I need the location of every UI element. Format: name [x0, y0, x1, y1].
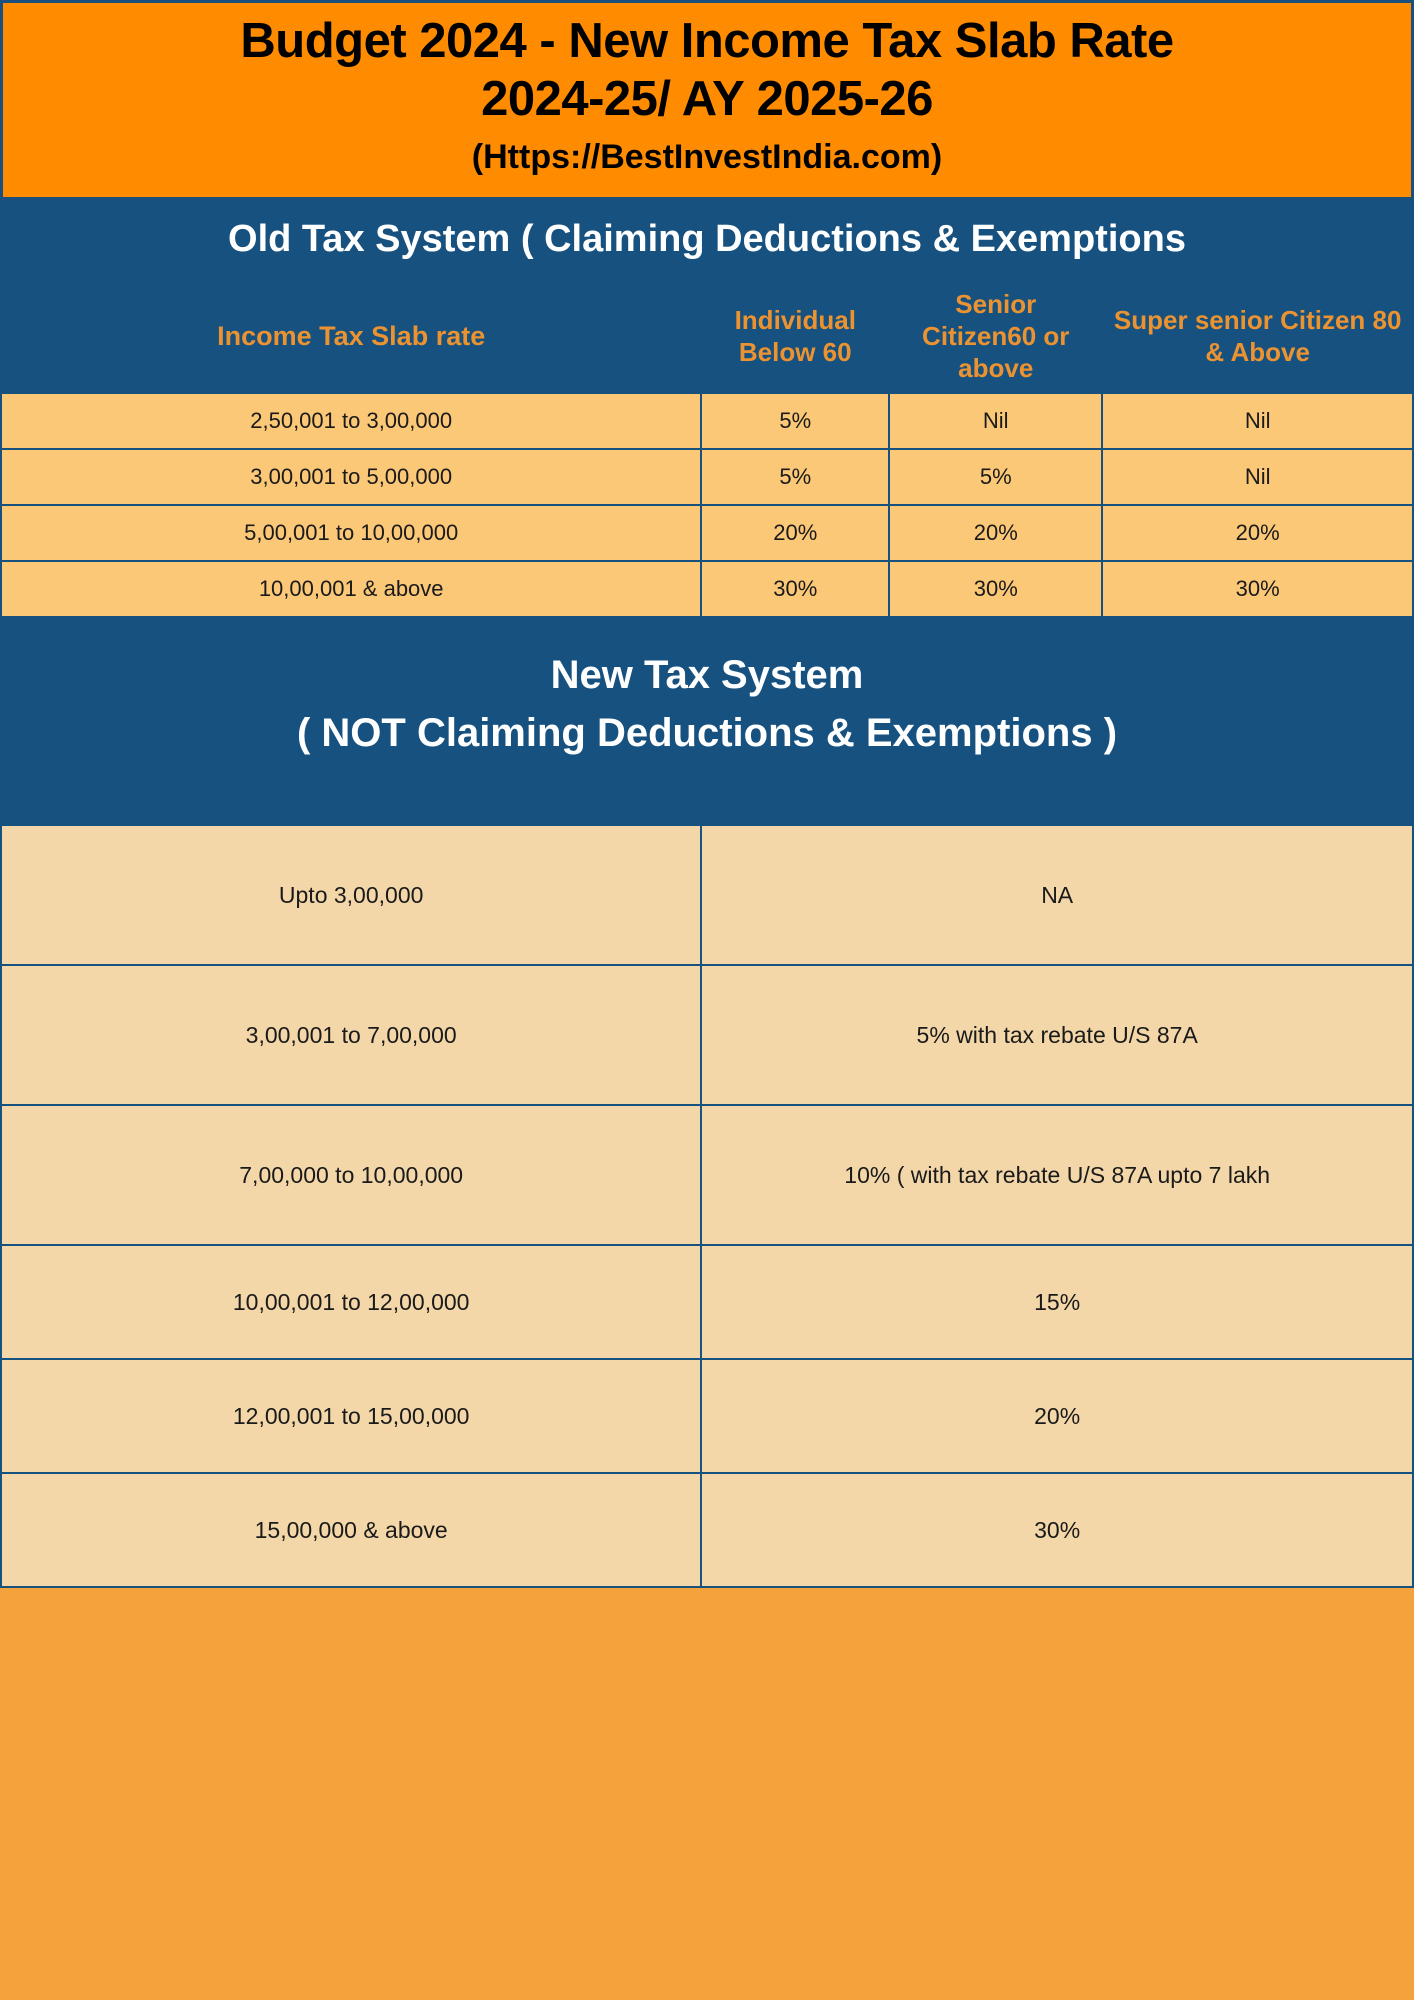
cell-rate: 20%	[701, 1359, 1413, 1473]
cell-slab: 12,00,001 to 15,00,000	[1, 1359, 701, 1473]
cell-rate: 5% with tax rebate U/S 87A	[701, 965, 1413, 1105]
cell-super-senior: 20%	[1102, 505, 1413, 561]
cell-super-senior: Nil	[1102, 393, 1413, 449]
column-header-senior-citizen: Senior Citizen60 or above	[889, 280, 1102, 393]
cell-below-60: 20%	[701, 505, 889, 561]
cell-slab: 2,50,001 to 3,00,000	[1, 393, 701, 449]
new-tax-system-table	[0, 824, 1414, 1588]
table-row	[1, 393, 1413, 449]
table-row	[1, 561, 1413, 617]
cell-rate: 10% ( with tax rebate U/S 87A upto 7 lakh	[701, 1105, 1413, 1245]
cell-senior: 30%	[889, 561, 1102, 617]
cell-super-senior: 30%	[1102, 561, 1413, 617]
cell-senior: 5%	[889, 449, 1102, 505]
cell-rate: 30%	[701, 1473, 1413, 1587]
cell-slab: 7,00,000 to 10,00,000	[1, 1105, 701, 1245]
cell-rate: 15%	[701, 1245, 1413, 1359]
cell-below-60: 5%	[701, 393, 889, 449]
column-header-super-senior-citizen: Super senior Citizen 80 & Above	[1102, 280, 1413, 393]
cell-slab: 10,00,001 & above	[1, 561, 701, 617]
cell-slab: 15,00,000 & above	[1, 1473, 701, 1587]
table-row	[1, 825, 1413, 965]
title-line-1: Budget 2024 - New Income Tax Slab Rate	[240, 14, 1174, 68]
cell-below-60: 5%	[701, 449, 889, 505]
cell-senior: 20%	[889, 505, 1102, 561]
table-row	[1, 1105, 1413, 1245]
old-tax-system-table	[0, 279, 1414, 618]
table-row	[1, 1359, 1413, 1473]
title-line-2: 2024-25/ AY 2025-26	[481, 71, 933, 126]
table-header-row	[1, 280, 1413, 393]
column-header-below-60: Individual Below 60	[701, 280, 889, 393]
new-tax-system-header-line-1: New Tax System	[550, 653, 864, 698]
cell-slab: 10,00,001 to 12,00,000	[1, 1245, 701, 1359]
table-row	[1, 449, 1413, 505]
cell-rate: NA	[701, 825, 1413, 965]
table-row	[1, 1245, 1413, 1359]
cell-slab: 3,00,001 to 5,00,000	[1, 449, 701, 505]
cell-below-60: 30%	[701, 561, 889, 617]
table-row	[1, 965, 1413, 1105]
new-tax-system-header	[0, 618, 1414, 824]
cell-slab: 3,00,001 to 7,00,000	[1, 965, 701, 1105]
cell-senior: Nil	[889, 393, 1102, 449]
old-tax-system-header: Old Tax System ( Claiming Deductions & Exemptions	[0, 200, 1414, 280]
cell-slab: 5,00,001 to 10,00,000	[1, 505, 701, 561]
site-url: (Https://BestInvestIndia.com)	[471, 137, 943, 176]
table-row	[1, 505, 1413, 561]
title-banner	[0, 0, 1414, 200]
cell-slab: Upto 3,00,000	[1, 825, 701, 965]
table-row	[1, 1473, 1413, 1587]
new-tax-system-header-line-2: ( NOT Claiming Deductions & Exemptions )	[296, 711, 1118, 756]
cell-super-senior: Nil	[1102, 449, 1413, 505]
column-header-slab: Income Tax Slab rate	[1, 280, 701, 393]
